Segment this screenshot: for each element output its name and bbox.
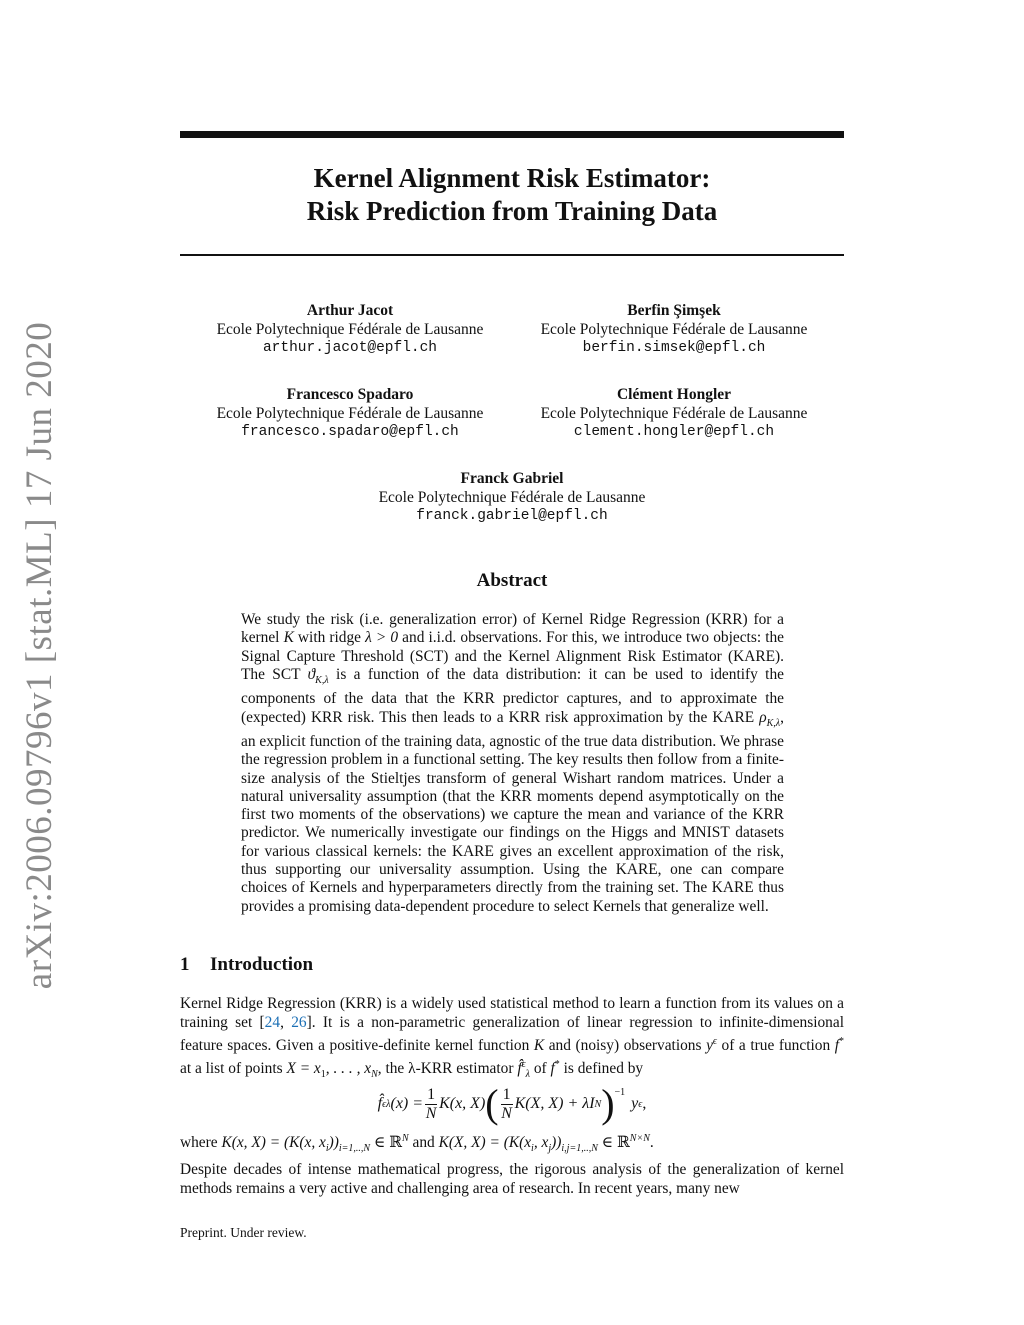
text: and (noisy) observations <box>544 1036 707 1054</box>
author-name: Clément Hongler <box>616 386 732 403</box>
arxiv-identifier <box>12 321 68 989</box>
math-subscript: 1 <box>320 1068 326 1080</box>
author-affiliation: Ecole Polytechnique Fédérale de Lausanne <box>378 489 646 506</box>
left-paren: ( <box>485 1081 499 1126</box>
math-symbol: ρ <box>759 708 767 726</box>
math-symbol: f̂ <box>517 1059 522 1077</box>
citation-link[interactable]: 26 <box>291 1013 307 1031</box>
math-symbol: K(X, X) = (K(x <box>438 1134 532 1152</box>
text: and <box>408 1134 439 1152</box>
author-affiliation: Ecole Polytechnique Fédérale de Lausanne <box>540 321 808 338</box>
text: is defined by <box>559 1059 644 1077</box>
math-symbol: y <box>706 1036 713 1054</box>
math-symbol: y <box>631 1095 639 1112</box>
intro-paragraph-2: Despite decades of intense mathematical progress, the rigorous analysis of the generalization of kernel methods remains a very active and challenging area of research. In recent years, many new <box>180 1161 844 1197</box>
text: of a true function <box>716 1036 835 1054</box>
author-affiliation: Ecole Polytechnique Fédérale de Lausanne <box>216 321 484 338</box>
section-number: 1 <box>180 954 190 975</box>
preprint-footer: Preprint. Under review. <box>180 1225 307 1240</box>
author-affiliation: Ecole Polytechnique Fédérale de Lausanne <box>216 405 484 422</box>
equation-where-clause <box>180 1133 844 1154</box>
math-symbol: ∈ ℝ <box>370 1134 402 1152</box>
text: of <box>529 1059 551 1077</box>
math-symbol: , x <box>533 1134 549 1152</box>
math-subscript: λ <box>525 1068 530 1080</box>
abstract-text: We study the risk (i.e. generalization error) of Kernel Ridge Regression (KRR) for a kernel <box>241 611 784 647</box>
author-name: Franck Gabriel <box>460 470 564 487</box>
abstract-body <box>241 611 784 916</box>
math-superscript: ϵ <box>382 1098 387 1110</box>
paper-title <box>180 162 844 228</box>
math-subscript: N <box>371 1068 378 1080</box>
author-affiliation: Ecole Polytechnique Fédérale de Lausanne <box>540 405 808 422</box>
math-subscript: N <box>594 1098 602 1110</box>
math-subscript: K,λ <box>766 717 781 729</box>
title-line-1: Kernel Alignment Risk Estimator: <box>313 163 711 193</box>
fraction <box>501 1086 513 1123</box>
math-symbol: K(x, X) = (K(x, x <box>221 1134 326 1152</box>
math-subscript: i,j=1,..,N <box>561 1143 598 1155</box>
abstract-text: with ridge <box>293 629 366 647</box>
abstract-text: is a function of the data distribution: it can be used to identify the components of the data that the KRR predictor captures, and to approximate the (expected) KRR risk. This then leads to a KRR risk approximation by the KARE <box>241 665 784 726</box>
math-subscript: i <box>531 1143 534 1155</box>
author-block-4 <box>504 385 844 442</box>
math-symbol: K <box>283 629 294 647</box>
text: ]. It is a non-parametric generalization of linear regression to infinite-dimensional feature spaces. Given a positive-definite kernel function <box>180 1013 844 1054</box>
author-block-3 <box>180 385 520 442</box>
fraction-denominator: N <box>501 1104 512 1122</box>
abstract-text: , an explicit function of the training data, agnostic of the true data distribution. We phrase the regression problem in a functional setting. The key results then follow from a finite-size analysis of the Stieltjes transform of general Wishart random matrices. Under a natural universality assumption (that the KRR moments depend asymptotically on the first two moments of the observations) we capture the mean and variance of the KRR predictor. We numerically investigate our findings on the Higgs and MNIST datasets for various classical kernels: the KARE gives an excellent approximation of the risk, thus supporting our universality assumption. Using the KARE, one can compare choices of Kernels and hyperparameters directly from the training set. The KARE thus provides a promising data-dependent procedure to select Kernels that generalize well. <box>241 708 784 915</box>
author-name: Francesco Spadaro <box>286 386 414 403</box>
citation-link[interactable]: 24 <box>264 1013 281 1031</box>
text: at a list of points <box>180 1059 287 1077</box>
title-top-rule <box>180 131 844 138</box>
text: . <box>649 1134 654 1152</box>
math-symbol: f <box>550 1059 555 1077</box>
abstract-text: and i.i.d. observations. For this, we introduce two objects: the Signal Capture Threshold (SCT) and the Kernel Alignment Risk Estimator (KARE). The SCT <box>241 629 784 683</box>
krr-estimator-equation <box>180 1078 844 1130</box>
math-symbol: K(x, X) <box>439 1095 486 1112</box>
math-symbol: , . . . , x <box>325 1059 372 1077</box>
author-name: Berfin Şimşek <box>627 302 721 319</box>
intro-paragraph-1 <box>180 995 844 1085</box>
math-symbol: f̂ <box>377 1095 383 1112</box>
math-superscript: ϵ <box>521 1058 526 1070</box>
math-superscript: ϵ <box>638 1098 643 1110</box>
title-line-2: Risk Prediction from Training Data <box>306 196 718 226</box>
text: , the λ-KRR estimator <box>377 1059 518 1077</box>
section-heading <box>180 954 313 976</box>
author-email[interactable]: arthur.jacot@epfl.ch <box>262 340 438 356</box>
author-email[interactable]: berfin.simsek@epfl.ch <box>582 340 766 356</box>
math-superscript: * <box>554 1058 560 1070</box>
math-symbol: )) <box>328 1134 339 1152</box>
text: Kernel Ridge Regression (KRR) is a widely used statistical method to learn a function from its values on a training set [ <box>180 995 844 1031</box>
math-superscript: ϵ <box>712 1035 717 1047</box>
text: where <box>180 1134 222 1152</box>
math-superscript: N×N <box>629 1133 650 1144</box>
math-subscript: K,λ <box>315 674 329 686</box>
math-symbol: K(X, X) + λI <box>514 1095 595 1112</box>
fraction-denominator: N <box>425 1104 437 1122</box>
math-symbol: f <box>834 1036 840 1054</box>
math-superscript: −1 <box>614 1086 626 1098</box>
author-email[interactable]: francesco.spadaro@epfl.ch <box>241 424 459 440</box>
math-superscript: * <box>839 1035 845 1047</box>
author-block-1 <box>180 301 520 358</box>
math-subscript: λ <box>386 1098 391 1110</box>
fraction-numerator: 1 <box>502 1085 511 1103</box>
math-subscript: j <box>548 1143 552 1155</box>
fraction-numerator: 1 <box>427 1085 436 1103</box>
author-email[interactable]: clement.hongler@epfl.ch <box>573 424 775 440</box>
title-bottom-rule <box>180 254 844 256</box>
math-subscript: i <box>325 1143 329 1155</box>
math-symbol: (x) = <box>390 1095 424 1112</box>
author-block-2 <box>504 301 844 358</box>
author-name: Arthur Jacot <box>306 302 394 319</box>
math-superscript: N <box>402 1133 409 1144</box>
math-symbol: K <box>533 1036 545 1054</box>
arxiv-identifier-text: arXiv:2006.09796v1 [stat.ML] 17 Jun 2020 <box>19 321 61 989</box>
math-symbol: ϑ <box>307 665 316 683</box>
author-email[interactable]: franck.gabriel@epfl.ch <box>416 508 608 524</box>
fraction <box>425 1086 437 1123</box>
text: , <box>280 1013 292 1031</box>
math-subscript: i=1,..,N <box>338 1143 371 1155</box>
section-title: Introduction <box>210 954 314 975</box>
author-block-5 <box>342 469 682 526</box>
math-symbol: )) <box>551 1134 562 1152</box>
math-symbol: λ > 0 <box>365 629 399 647</box>
right-paren: ) <box>601 1081 615 1126</box>
abstract-heading: Abstract <box>476 570 548 591</box>
math-symbol: ∈ ℝ <box>597 1134 630 1152</box>
text: , <box>642 1095 647 1112</box>
math-symbol: X = x <box>286 1059 321 1077</box>
